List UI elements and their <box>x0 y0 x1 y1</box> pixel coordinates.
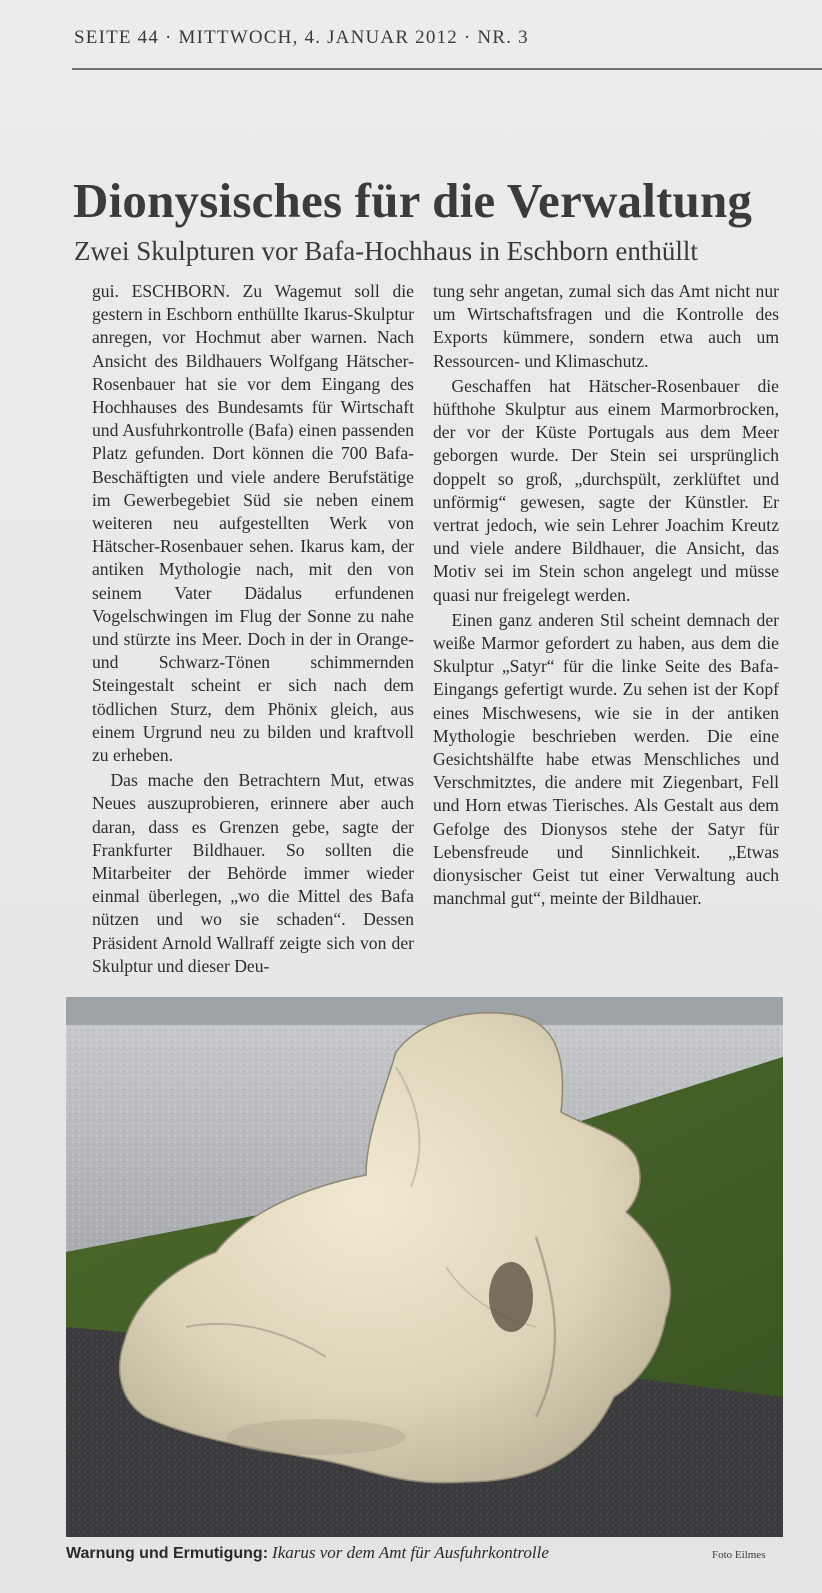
sculpture-photo-image <box>66 997 783 1537</box>
headline: Dionysisches für die Verwaltung <box>73 173 753 228</box>
article-paragraph: Das mache den Betrachtern Mut, etwas Neues auszuprobieren, erinnere aber auch daran, dass es Grenzen gebe, sagte der Frankfurter Bildhauer. So sollten die Mitarbeiter der Behörde immer wieder einmal überlegen, „wo die Mittel des Bafa nützen und wo sie schaden“. Dessen Präsident Arnold Wallraff zeigte sich von der Skulptur und dieser Deu- <box>92 770 414 976</box>
photo-credit: Foto Eilmes <box>712 1549 766 1561</box>
article-column-right <box>433 280 779 910</box>
subheadline: Zwei Skulpturen vor Bafa-Hochhaus in Eschborn enthüllt <box>74 236 698 266</box>
article-paragraph: Geschaffen hat Hätscher-Rosenbauer die hüfthohe Skulptur aus einem Marmorbrocken, der vor der Küste Portugals aus dem Meer geborgen wurde. Der Stein sei ursprünglich doppelt so groß, „durchspült, zerklüftet und unförmig“ gewesen, sagte der Künstler. Er vertrat jedoch, wie sein Lehrer Joachim Kreutz und viele andere Bildhauer, die Ansicht, das Motiv sei im Stein schon angelegt und müsse quasi nur freigelegt werden. <box>433 375 779 605</box>
article-column-left <box>92 280 414 978</box>
article-paragraph: tung sehr angetan, zumal sich das Amt nicht nur um Wirtschaftsfragen und die Kontrolle des Exports kümmere, sondern etwa auch um Ressourcen- und Klimaschutz. <box>433 281 779 371</box>
caption-text: Ikarus vor dem Amt für Ausfuhrkontrolle <box>272 1543 549 1562</box>
article-paragraph: gui. ESCHBORN. Zu Wagemut soll die gestern in Eschborn enthüllte Ikarus-Skulptur anregen, vor Hochmut aber warnen. Nach Ansicht des Bildhauers Wolfgang Hätscher-Rosenbauer hat sie vor dem Eingang des Hochhauses des Bundesamts für Wirtschaft und Ausfuhrkontrolle (Bafa) einen passenden Platz gefunden. Dort können die 700 Bafa-Beschäftigten und viele andere Berufstätige im Gewerbegebiet Süd sie neben einem weiteren neu aufgestellten Werk von Hätscher-Rosenbauer sehen. Ikarus kam, der antiken Mythologie nach, mit den von seinem Vater Dädalus erfundenen Vogelschwingen im Flug der Sonne zu nahe und stürzte ins Meer. Doch in der in Orange- und Schwarz-Tönen schimmernden Steingestalt scheint er sich nach dem tödlichen Sturz, dem Phönix gleich, aus einem Urgrund neu zu bilden und kraftvoll zu erheben. <box>92 281 414 766</box>
photo-caption <box>66 1543 786 1565</box>
masthead: SEITE 44 · MITTWOCH, 4. JANUAR 2012 · NR. 3 <box>74 27 529 48</box>
sculpture-photo <box>66 997 783 1537</box>
masthead-rule <box>72 68 822 70</box>
article-paragraph: Einen ganz anderen Stil scheint demnach der weiße Marmor gefordert zu haben, aus dem die Skulptur „Satyr“ für die linke Seite des Bafa-Eingangs gefertigt wurde. Zu sehen ist der Kopf eines Mischwesens, wie sie in der antiken Mythologie beschrieben werden. Die eine Gesichtshälfte habe etwas Menschliches und Verschmitztes, die andere mit Ziegenbart, Fell und Horn etwas Tierisches. Als Gestalt aus dem Gefolge des Dionysos stehe der Satyr für Lebensfreude und Sinnlichkeit. „Etwas dionysischer Geist tut einer Verwaltung auch manchmal gut“, meinte der Bildhauer. <box>433 609 779 909</box>
caption-lead: Warnung und Ermutigung: <box>66 1545 269 1562</box>
